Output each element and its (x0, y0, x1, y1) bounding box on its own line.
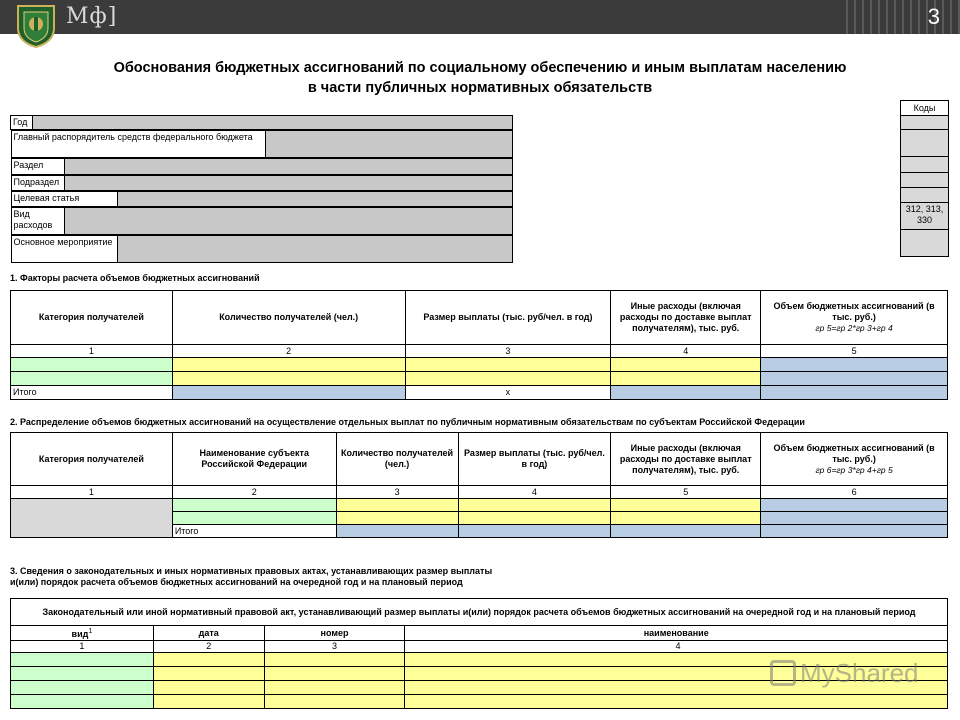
col-number: 5 (761, 345, 948, 358)
data-cell[interactable] (336, 499, 458, 512)
col-number: 2 (153, 641, 264, 653)
col-header-text: Объем бюджетных ассигнований (в тыс. руб.) (773, 442, 935, 464)
table-row (11, 372, 948, 386)
data-cell[interactable] (172, 372, 405, 386)
data-cell[interactable] (172, 512, 336, 525)
info-value-year[interactable] (33, 116, 513, 130)
data-cell[interactable] (153, 695, 264, 709)
category-cell[interactable] (11, 499, 173, 538)
info-value-target[interactable] (117, 192, 512, 207)
col-number: 5 (611, 486, 761, 499)
data-cell[interactable] (264, 667, 405, 681)
watermark-icon (770, 660, 796, 686)
data-cell[interactable] (153, 667, 264, 681)
data-cell[interactable] (172, 499, 336, 512)
data-cell[interactable] (761, 512, 948, 525)
total-label: Итого (172, 525, 336, 538)
info-table (10, 115, 513, 263)
codes-table (900, 100, 949, 257)
info-value-expense-type[interactable] (64, 208, 512, 235)
data-cell[interactable] (172, 358, 405, 372)
data-cell[interactable] (611, 358, 761, 372)
table-row (11, 499, 948, 512)
section-2-title: 2. Распределение объемов бюджетных ассигнований на осуществление отдельных выплат по публичным нормативным обязательствам по субъектам Российской Федерации (10, 417, 805, 427)
col-header-volume (761, 433, 948, 486)
col-number: 1 (11, 641, 154, 653)
col-header: Иные расходы (включая расходы по доставке выплат получателям), тыс. руб. (611, 291, 761, 345)
page-number: 3 (927, 4, 940, 29)
data-cell[interactable] (611, 372, 761, 386)
subheader-type-text: вид (71, 629, 89, 639)
title-line-2: в части публичных нормативных обязательств (307, 80, 653, 96)
info-label-target: Целевая статья (11, 192, 117, 207)
code-cell[interactable] (901, 157, 949, 173)
data-cell[interactable] (11, 372, 173, 386)
subheader-type (11, 626, 154, 641)
section-3-title-line-2: и(или) порядок расчета объемов бюджетных ассигнований на очередной год и на плановый период (10, 577, 463, 587)
data-cell[interactable] (611, 525, 761, 538)
data-cell[interactable] (405, 358, 611, 372)
col-header: Количество получателей (чел.) (336, 433, 458, 486)
code-cell[interactable] (901, 130, 949, 157)
col-number: 1 (11, 345, 173, 358)
col-number: 2 (172, 345, 405, 358)
col-header: Иные расходы (включая расходы по доставке выплат получателям), тыс. руб. (611, 433, 761, 486)
section-3-title (10, 566, 492, 588)
info-value-main-event[interactable] (117, 236, 512, 263)
data-cell[interactable] (11, 695, 154, 709)
subheader: наименование (405, 626, 948, 641)
brand-logo-text: Мф] (66, 4, 118, 29)
codes-header: Коды (901, 101, 949, 116)
code-cell[interactable]: 312, 313, 330 (901, 203, 949, 230)
col-number: 1 (11, 486, 173, 499)
col-number: 2 (172, 486, 336, 499)
data-cell[interactable] (172, 386, 405, 400)
data-cell[interactable] (458, 525, 611, 538)
data-cell[interactable] (405, 372, 611, 386)
info-label-subsection: Подраздел (11, 176, 64, 191)
table-row (11, 358, 948, 372)
info-label-expense-type: Вид расходов (11, 208, 64, 235)
col-number: 4 (611, 345, 761, 358)
data-cell[interactable] (611, 499, 761, 512)
col-header: Размер выплаты (тыс. руб/чел. в год) (458, 433, 611, 486)
watermark (770, 658, 919, 689)
data-cell[interactable] (11, 667, 154, 681)
total-row (11, 386, 948, 400)
subheader: дата (153, 626, 264, 641)
section-3-title-line-1: 3. Сведения о законодательных и иных нормативных правовых актах, устанавливающих размер выплаты (10, 566, 493, 576)
acts-header: Законодательный или иной нормативный правовой акт, устанавливающий размер выплаты и(или) порядок расчета объемов бюджетных ассигнований на очередной год и на плановый период (11, 599, 948, 626)
col-header: Категория получателей (11, 433, 173, 486)
data-cell[interactable] (11, 358, 173, 372)
data-cell[interactable] (264, 695, 405, 709)
code-cell[interactable] (901, 173, 949, 188)
factors-table (10, 290, 948, 400)
col-number: 6 (761, 486, 948, 499)
table-row (11, 695, 948, 709)
header-stripes (840, 0, 960, 34)
data-cell[interactable] (611, 386, 761, 400)
data-cell[interactable] (11, 681, 154, 695)
info-value-subsection[interactable] (64, 176, 512, 191)
info-label-section: Раздел (11, 159, 64, 175)
data-cell[interactable] (458, 512, 611, 525)
header-bar (0, 0, 960, 34)
data-cell[interactable] (458, 499, 611, 512)
total-x: х (405, 386, 611, 400)
col-header: Размер выплаты (тыс. руб/чел. в год) (405, 291, 611, 345)
info-label-main-event: Основное мероприятие (11, 236, 117, 263)
data-cell[interactable] (405, 695, 948, 709)
data-cell[interactable] (761, 386, 948, 400)
col-header: Наименование субъекта Российской Федерации (172, 433, 336, 486)
data-cell[interactable] (336, 512, 458, 525)
legal-acts-table (10, 598, 948, 709)
document-title (0, 58, 960, 98)
col-header-text: Объем бюджетных ассигнований (в тыс. руб.) (773, 301, 935, 322)
data-cell[interactable] (336, 525, 458, 538)
data-cell[interactable] (761, 499, 948, 512)
data-cell[interactable] (153, 653, 264, 667)
col-header: Категория получателей (11, 291, 173, 345)
col-number: 3 (405, 345, 611, 358)
total-label: Итого (11, 386, 173, 400)
data-cell[interactable] (761, 372, 948, 386)
formula-text: гр 6=гр 3*гр 4+гр 5 (815, 464, 893, 475)
data-cell[interactable] (761, 358, 948, 372)
data-cell[interactable] (264, 681, 405, 695)
col-number: 3 (336, 486, 458, 499)
data-cell[interactable] (264, 653, 405, 667)
footnote-mark: 1 (88, 628, 93, 635)
info-label-year: Год (11, 116, 33, 130)
data-cell[interactable] (153, 681, 264, 695)
data-cell[interactable] (761, 525, 948, 538)
code-cell[interactable] (901, 230, 949, 257)
code-cell[interactable] (901, 116, 949, 130)
col-number: 4 (458, 486, 611, 499)
col-header-volume (761, 291, 948, 345)
subheader: номер (264, 626, 405, 641)
section-1-title: 1. Факторы расчета объемов бюджетных ассигнований (10, 273, 260, 283)
col-number: 4 (405, 641, 948, 653)
data-cell[interactable] (11, 653, 154, 667)
formula-text: гр 5=гр 2*гр 3+гр 4 (815, 323, 893, 333)
info-label-manager: Главный распорядитель средств федерального бюджета (11, 131, 266, 158)
col-header: Количество получателей (чел.) (172, 291, 405, 345)
info-value-section[interactable] (64, 159, 512, 175)
data-cell[interactable] (611, 512, 761, 525)
code-cell[interactable] (901, 188, 949, 203)
emblem-logo (14, 2, 58, 48)
title-line-1: Обоснования бюджетных ассигнований по социальному обеспечению и иным выплатам населению (113, 60, 847, 76)
watermark-text: MyShared (800, 658, 919, 688)
info-value-manager[interactable] (266, 131, 512, 158)
col-number: 3 (264, 641, 405, 653)
distribution-table (10, 432, 948, 538)
